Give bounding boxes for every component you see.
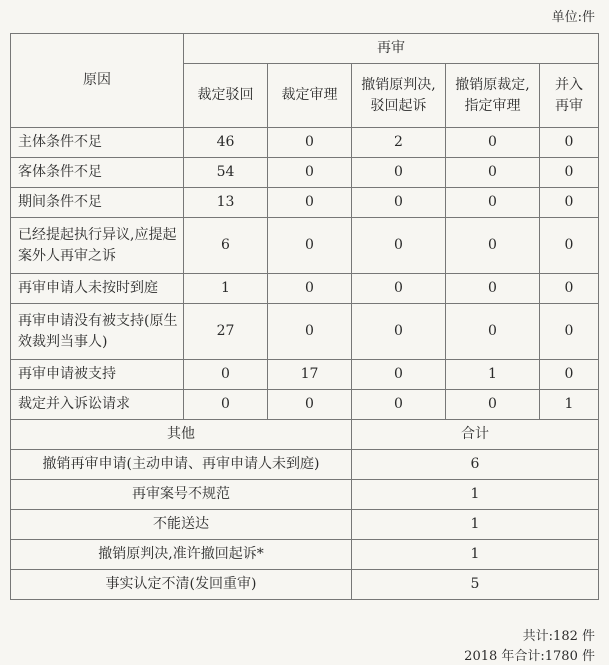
table-row [11, 390, 599, 420]
row-value: 0 [352, 274, 446, 304]
other-row [11, 510, 599, 540]
table-row [11, 128, 599, 158]
row-reason: 主体条件不足 [11, 128, 184, 158]
table-row [11, 360, 599, 390]
column-header: 裁定审理 [268, 64, 352, 128]
other-value: 1 [352, 540, 599, 570]
other-row [11, 540, 599, 570]
other-row [11, 480, 599, 510]
row-value: 0 [352, 218, 446, 274]
row-value: 0 [352, 390, 446, 420]
row-value: 0 [540, 188, 599, 218]
row-value: 1 [446, 360, 540, 390]
row-reason: 已经提起执行异议,应提起案外人再审之诉 [11, 218, 184, 274]
row-reason: 再审申请被支持 [11, 360, 184, 390]
row-reason: 裁定并入诉讼请求 [11, 390, 184, 420]
row-value: 27 [184, 304, 268, 360]
row-value: 13 [184, 188, 268, 218]
other-label: 不能送达 [11, 510, 352, 540]
row-value: 0 [540, 158, 599, 188]
row-value: 0 [184, 360, 268, 390]
table-row [11, 188, 599, 218]
retrial-header: 再审 [184, 34, 599, 64]
other-label: 事实认定不清(发回重审) [11, 570, 352, 600]
row-value: 1 [184, 274, 268, 304]
row-value: 0 [268, 158, 352, 188]
row-value: 1 [540, 390, 599, 420]
total-header: 合计 [352, 420, 599, 450]
row-value: 0 [268, 390, 352, 420]
other-label: 撤销原判决,准许撤回起诉* [11, 540, 352, 570]
row-value: 0 [540, 274, 599, 304]
row-value: 2 [352, 128, 446, 158]
other-value: 1 [352, 510, 599, 540]
other-value: 6 [352, 450, 599, 480]
table-row [11, 274, 599, 304]
other-label: 撤销再审申请(主动申请、再审申请人未到庭) [11, 450, 352, 480]
retrial-outcome-table [10, 33, 599, 600]
other-label: 再审案号不规范 [11, 480, 352, 510]
total-count: 共计:182 件 [522, 629, 595, 644]
row-value: 0 [352, 158, 446, 188]
row-value: 0 [352, 188, 446, 218]
row-value: 0 [184, 390, 268, 420]
row-value: 0 [352, 360, 446, 390]
row-value: 0 [268, 218, 352, 274]
column-header: 并入 再审 [540, 64, 599, 128]
row-value: 0 [540, 304, 599, 360]
row-reason: 期间条件不足 [11, 188, 184, 218]
row-value: 0 [540, 360, 599, 390]
row-value: 6 [184, 218, 268, 274]
row-value: 0 [540, 218, 599, 274]
unit-label: 单位:件 [551, 10, 595, 25]
row-value: 0 [446, 274, 540, 304]
row-value: 0 [446, 218, 540, 274]
column-header: 撤销原裁定, 指定审理 [446, 64, 540, 128]
row-value: 0 [268, 274, 352, 304]
year-total-count: 2018 年合计:1780 件 [464, 649, 595, 664]
other-header: 其他 [11, 420, 352, 450]
other-row [11, 450, 599, 480]
table-row [11, 158, 599, 188]
row-value: 0 [268, 304, 352, 360]
row-value: 0 [446, 304, 540, 360]
row-value: 0 [446, 128, 540, 158]
row-value: 0 [268, 128, 352, 158]
other-value: 1 [352, 480, 599, 510]
row-value: 0 [352, 304, 446, 360]
row-value: 0 [446, 158, 540, 188]
reason-header: 原因 [11, 34, 184, 128]
row-reason: 客体条件不足 [11, 158, 184, 188]
row-value: 46 [184, 128, 268, 158]
other-value: 5 [352, 570, 599, 600]
row-value: 0 [540, 128, 599, 158]
row-reason: 再审申请人未按时到庭 [11, 274, 184, 304]
row-value: 0 [268, 188, 352, 218]
row-value: 17 [268, 360, 352, 390]
table-row [11, 304, 599, 360]
row-value: 54 [184, 158, 268, 188]
other-row [11, 570, 599, 600]
column-header: 裁定驳回 [184, 64, 268, 128]
table-row [11, 218, 599, 274]
column-header: 撤销原判决, 驳回起诉 [352, 64, 446, 128]
row-value: 0 [446, 390, 540, 420]
row-reason: 再审申请没有被支持(原生效裁判当事人) [11, 304, 184, 360]
row-value: 0 [446, 188, 540, 218]
